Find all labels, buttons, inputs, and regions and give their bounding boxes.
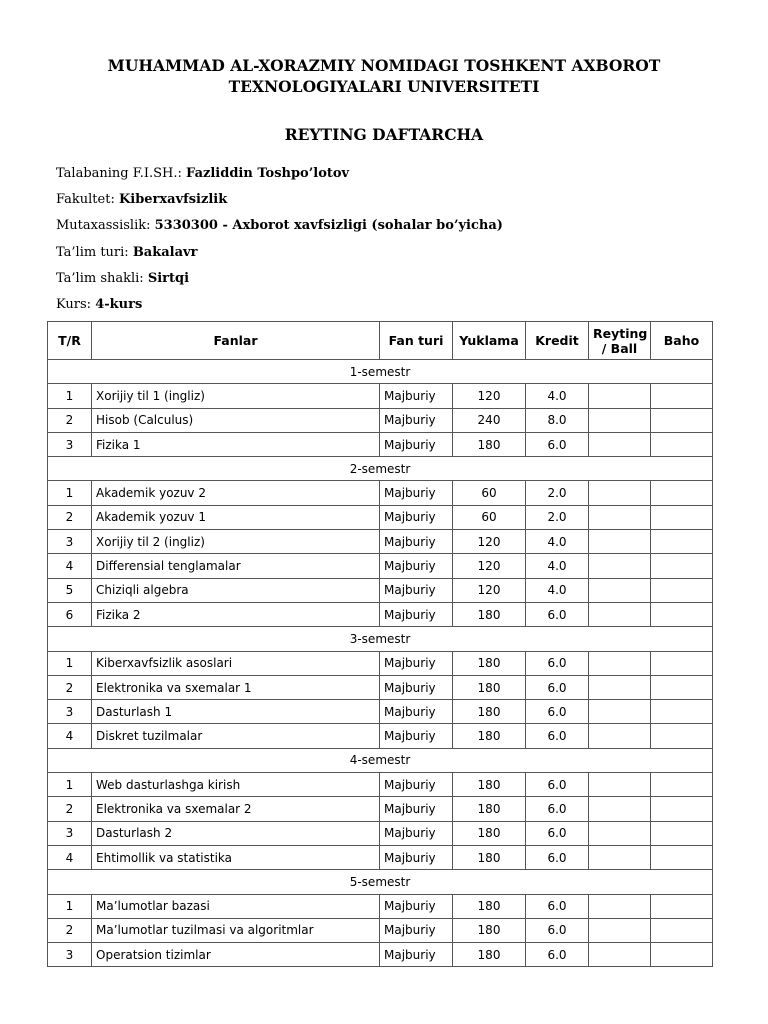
row-number: 3 xyxy=(48,432,92,456)
subject-name: Elektronika va sxemalar 2 xyxy=(92,797,380,821)
specialty-value: 5330300 - Axborot xavfsizligi (sohalar bo’yicha) xyxy=(154,218,503,233)
grade-cell xyxy=(651,724,713,748)
subject-credit: 2.0 xyxy=(526,481,589,505)
rating-cell xyxy=(589,505,651,529)
row-number: 2 xyxy=(48,408,92,432)
table-row xyxy=(48,384,713,408)
row-number: 2 xyxy=(48,505,92,529)
grade-cell xyxy=(651,432,713,456)
subject-name: Ma’lumotlar bazasi xyxy=(92,894,380,918)
subject-type: Majburiy xyxy=(380,432,453,456)
header-tr: T/R xyxy=(48,322,92,360)
subject-type: Majburiy xyxy=(380,700,453,724)
subject-load: 180 xyxy=(453,845,526,869)
header-load: Yuklama xyxy=(453,322,526,360)
rating-cell xyxy=(589,651,651,675)
subject-load: 180 xyxy=(453,651,526,675)
subject-load: 60 xyxy=(453,505,526,529)
subject-name: Fizika 2 xyxy=(92,602,380,626)
subject-type: Majburiy xyxy=(380,797,453,821)
education-form-value: Sirtqi xyxy=(147,271,190,286)
grade-cell xyxy=(651,408,713,432)
subject-name: Hisob (Calculus) xyxy=(92,408,380,432)
row-number: 3 xyxy=(48,943,92,967)
header-subject-type: Fan turi xyxy=(380,322,453,360)
grade-cell xyxy=(651,943,713,967)
subject-name: Akademik yozuv 1 xyxy=(92,505,380,529)
subject-type: Majburiy xyxy=(380,384,453,408)
semester-row xyxy=(48,870,713,894)
rating-cell xyxy=(589,943,651,967)
row-number: 3 xyxy=(48,821,92,845)
row-number: 1 xyxy=(48,773,92,797)
grade-cell xyxy=(651,384,713,408)
rating-cell xyxy=(589,894,651,918)
rating-cell xyxy=(589,700,651,724)
subject-type: Majburiy xyxy=(380,554,453,578)
subject-type: Majburiy xyxy=(380,602,453,626)
subject-name: Chiziqli algebra xyxy=(92,578,380,602)
subject-name: Xorijiy til 1 (ingliz) xyxy=(92,384,380,408)
subject-credit: 2.0 xyxy=(526,505,589,529)
grade-cell xyxy=(651,773,713,797)
semester-label: 5-semestr xyxy=(48,870,713,894)
subject-load: 180 xyxy=(453,675,526,699)
table-row xyxy=(48,943,713,967)
subject-load: 180 xyxy=(453,797,526,821)
table-row xyxy=(48,505,713,529)
rating-cell xyxy=(589,773,651,797)
header-subjects: Fanlar xyxy=(92,322,380,360)
subject-name: Elektronika va sxemalar 1 xyxy=(92,675,380,699)
subject-load: 180 xyxy=(453,602,526,626)
subject-type: Majburiy xyxy=(380,505,453,529)
subject-load: 180 xyxy=(453,943,526,967)
specialty-line xyxy=(56,218,503,234)
subject-name: Diskret tuzilmalar xyxy=(92,724,380,748)
subject-credit: 6.0 xyxy=(526,845,589,869)
header-grade: Baho xyxy=(651,322,713,360)
rating-cell xyxy=(589,675,651,699)
grade-cell xyxy=(651,700,713,724)
table-row xyxy=(48,845,713,869)
subject-load: 120 xyxy=(453,578,526,602)
row-number: 1 xyxy=(48,894,92,918)
rating-cell xyxy=(589,554,651,578)
semester-row xyxy=(48,748,713,772)
rating-cell xyxy=(589,384,651,408)
row-number: 3 xyxy=(48,530,92,554)
rating-cell xyxy=(589,845,651,869)
row-number: 4 xyxy=(48,845,92,869)
table-row xyxy=(48,675,713,699)
grade-cell xyxy=(651,651,713,675)
subject-name: Dasturlash 2 xyxy=(92,821,380,845)
rating-cell xyxy=(589,797,651,821)
subject-type: Majburiy xyxy=(380,918,453,942)
subject-name: Operatsion tizimlar xyxy=(92,943,380,967)
subject-credit: 4.0 xyxy=(526,384,589,408)
table-row xyxy=(48,408,713,432)
grade-cell xyxy=(651,821,713,845)
rating-cell xyxy=(589,602,651,626)
document-title: REYTING DAFTARCHA xyxy=(284,125,484,144)
semester-label: 1-semestr xyxy=(48,360,713,384)
subject-load: 60 xyxy=(453,481,526,505)
grade-cell xyxy=(651,675,713,699)
subject-load: 180 xyxy=(453,821,526,845)
subject-credit: 6.0 xyxy=(526,602,589,626)
subject-credit: 6.0 xyxy=(526,797,589,821)
course-label: Kurs: xyxy=(56,297,96,312)
subject-load: 180 xyxy=(453,918,526,942)
grade-cell xyxy=(651,894,713,918)
education-type-value: Bakalavr xyxy=(132,245,198,260)
subject-credit: 8.0 xyxy=(526,408,589,432)
subject-name: Dasturlash 1 xyxy=(92,700,380,724)
grade-cell xyxy=(651,578,713,602)
subject-type: Majburiy xyxy=(380,894,453,918)
table-header-row xyxy=(48,322,713,360)
subject-load: 180 xyxy=(453,773,526,797)
subject-credit: 6.0 xyxy=(526,821,589,845)
subject-load: 180 xyxy=(453,700,526,724)
subject-name: Ehtimollik va statistika xyxy=(92,845,380,869)
subject-type: Majburiy xyxy=(380,773,453,797)
grades-table-body xyxy=(48,360,713,967)
education-form-label: Ta’lim shakli: xyxy=(56,271,148,286)
rating-cell xyxy=(589,578,651,602)
subject-credit: 6.0 xyxy=(526,432,589,456)
university-name-line1: MUHAMMAD AL-XORAZMIY NOMIDAGI TOSHKENT AXBOROT xyxy=(107,56,661,75)
faculty-line xyxy=(56,192,227,208)
table-row xyxy=(48,700,713,724)
subject-credit: 6.0 xyxy=(526,675,589,699)
table-row xyxy=(48,602,713,626)
subject-type: Majburiy xyxy=(380,943,453,967)
subject-type: Majburiy xyxy=(380,578,453,602)
row-number: 4 xyxy=(48,554,92,578)
subject-load: 240 xyxy=(453,408,526,432)
course-line xyxy=(56,297,142,313)
row-number: 4 xyxy=(48,724,92,748)
education-form-line xyxy=(56,271,189,287)
row-number: 2 xyxy=(48,918,92,942)
subject-load: 180 xyxy=(453,724,526,748)
row-number: 3 xyxy=(48,700,92,724)
subject-credit: 6.0 xyxy=(526,943,589,967)
grade-cell xyxy=(651,554,713,578)
table-row xyxy=(48,554,713,578)
rating-cell xyxy=(589,724,651,748)
rating-cell xyxy=(589,918,651,942)
education-type-line xyxy=(56,245,197,261)
subject-type: Majburiy xyxy=(380,821,453,845)
row-number: 1 xyxy=(48,651,92,675)
table-row xyxy=(48,773,713,797)
rating-cell xyxy=(589,821,651,845)
row-number: 1 xyxy=(48,481,92,505)
subject-name: Xorijiy til 2 (ingliz) xyxy=(92,530,380,554)
row-number: 2 xyxy=(48,797,92,821)
subject-credit: 6.0 xyxy=(526,894,589,918)
rating-cell xyxy=(589,432,651,456)
semester-row xyxy=(48,457,713,481)
row-number: 2 xyxy=(48,675,92,699)
grade-cell xyxy=(651,530,713,554)
subject-credit: 6.0 xyxy=(526,773,589,797)
subject-load: 180 xyxy=(453,432,526,456)
rating-cell xyxy=(589,481,651,505)
faculty-label: Fakultet: xyxy=(56,192,119,207)
table-row xyxy=(48,894,713,918)
student-name-value: Fazliddin Toshpo’lotov xyxy=(186,166,350,181)
subject-credit: 6.0 xyxy=(526,651,589,675)
subject-type: Majburiy xyxy=(380,845,453,869)
specialty-label: Mutaxassislik: xyxy=(56,218,155,233)
subject-name: Akademik yozuv 2 xyxy=(92,481,380,505)
student-name-line xyxy=(56,166,349,182)
subject-credit: 4.0 xyxy=(526,530,589,554)
table-row xyxy=(48,481,713,505)
semester-row xyxy=(48,360,713,384)
subject-type: Majburiy xyxy=(380,675,453,699)
subject-name: Kiberxavfsizlik asoslari xyxy=(92,651,380,675)
table-row xyxy=(48,530,713,554)
subject-credit: 4.0 xyxy=(526,554,589,578)
subject-type: Majburiy xyxy=(380,408,453,432)
subject-name: Ma’lumotlar tuzilmasi va algoritmlar xyxy=(92,918,380,942)
table-row xyxy=(48,918,713,942)
subject-type: Majburiy xyxy=(380,530,453,554)
subject-type: Majburiy xyxy=(380,651,453,675)
table-row xyxy=(48,432,713,456)
semester-label: 4-semestr xyxy=(48,748,713,772)
grades-table xyxy=(47,321,713,967)
grade-cell xyxy=(651,602,713,626)
row-number: 6 xyxy=(48,602,92,626)
subject-credit: 6.0 xyxy=(526,918,589,942)
course-value: 4-kurs xyxy=(95,297,143,312)
subject-credit: 6.0 xyxy=(526,724,589,748)
grade-cell xyxy=(651,918,713,942)
subject-load: 180 xyxy=(453,894,526,918)
grade-cell xyxy=(651,505,713,529)
grade-cell xyxy=(651,797,713,821)
university-name-line2: TEXNOLOGIYALARI UNIVERSITETI xyxy=(228,77,540,96)
table-row xyxy=(48,578,713,602)
subject-load: 120 xyxy=(453,554,526,578)
subject-type: Majburiy xyxy=(380,481,453,505)
subject-credit: 4.0 xyxy=(526,578,589,602)
row-number: 1 xyxy=(48,384,92,408)
faculty-value: Kiberxavfsizlik xyxy=(118,192,228,207)
subject-load: 120 xyxy=(453,384,526,408)
header-credit: Kredit xyxy=(526,322,589,360)
subject-load: 120 xyxy=(453,530,526,554)
subject-name: Web dasturlashga kirish xyxy=(92,773,380,797)
student-name-label: Talabaning F.I.SH.: xyxy=(56,166,187,181)
rating-cell xyxy=(589,530,651,554)
subject-name: Differensial tenglamalar xyxy=(92,554,380,578)
table-row xyxy=(48,821,713,845)
education-type-label: Ta’lim turi: xyxy=(56,245,133,260)
semester-row xyxy=(48,627,713,651)
grade-cell xyxy=(651,481,713,505)
row-number: 5 xyxy=(48,578,92,602)
header-rating: Reyting / Ball xyxy=(589,322,651,360)
table-row xyxy=(48,724,713,748)
semester-label: 2-semestr xyxy=(48,457,713,481)
rating-cell xyxy=(589,408,651,432)
semester-label: 3-semestr xyxy=(48,627,713,651)
grade-cell xyxy=(651,845,713,869)
subject-credit: 6.0 xyxy=(526,700,589,724)
table-row xyxy=(48,651,713,675)
table-row xyxy=(48,797,713,821)
subject-name: Fizika 1 xyxy=(92,432,380,456)
subject-type: Majburiy xyxy=(380,724,453,748)
